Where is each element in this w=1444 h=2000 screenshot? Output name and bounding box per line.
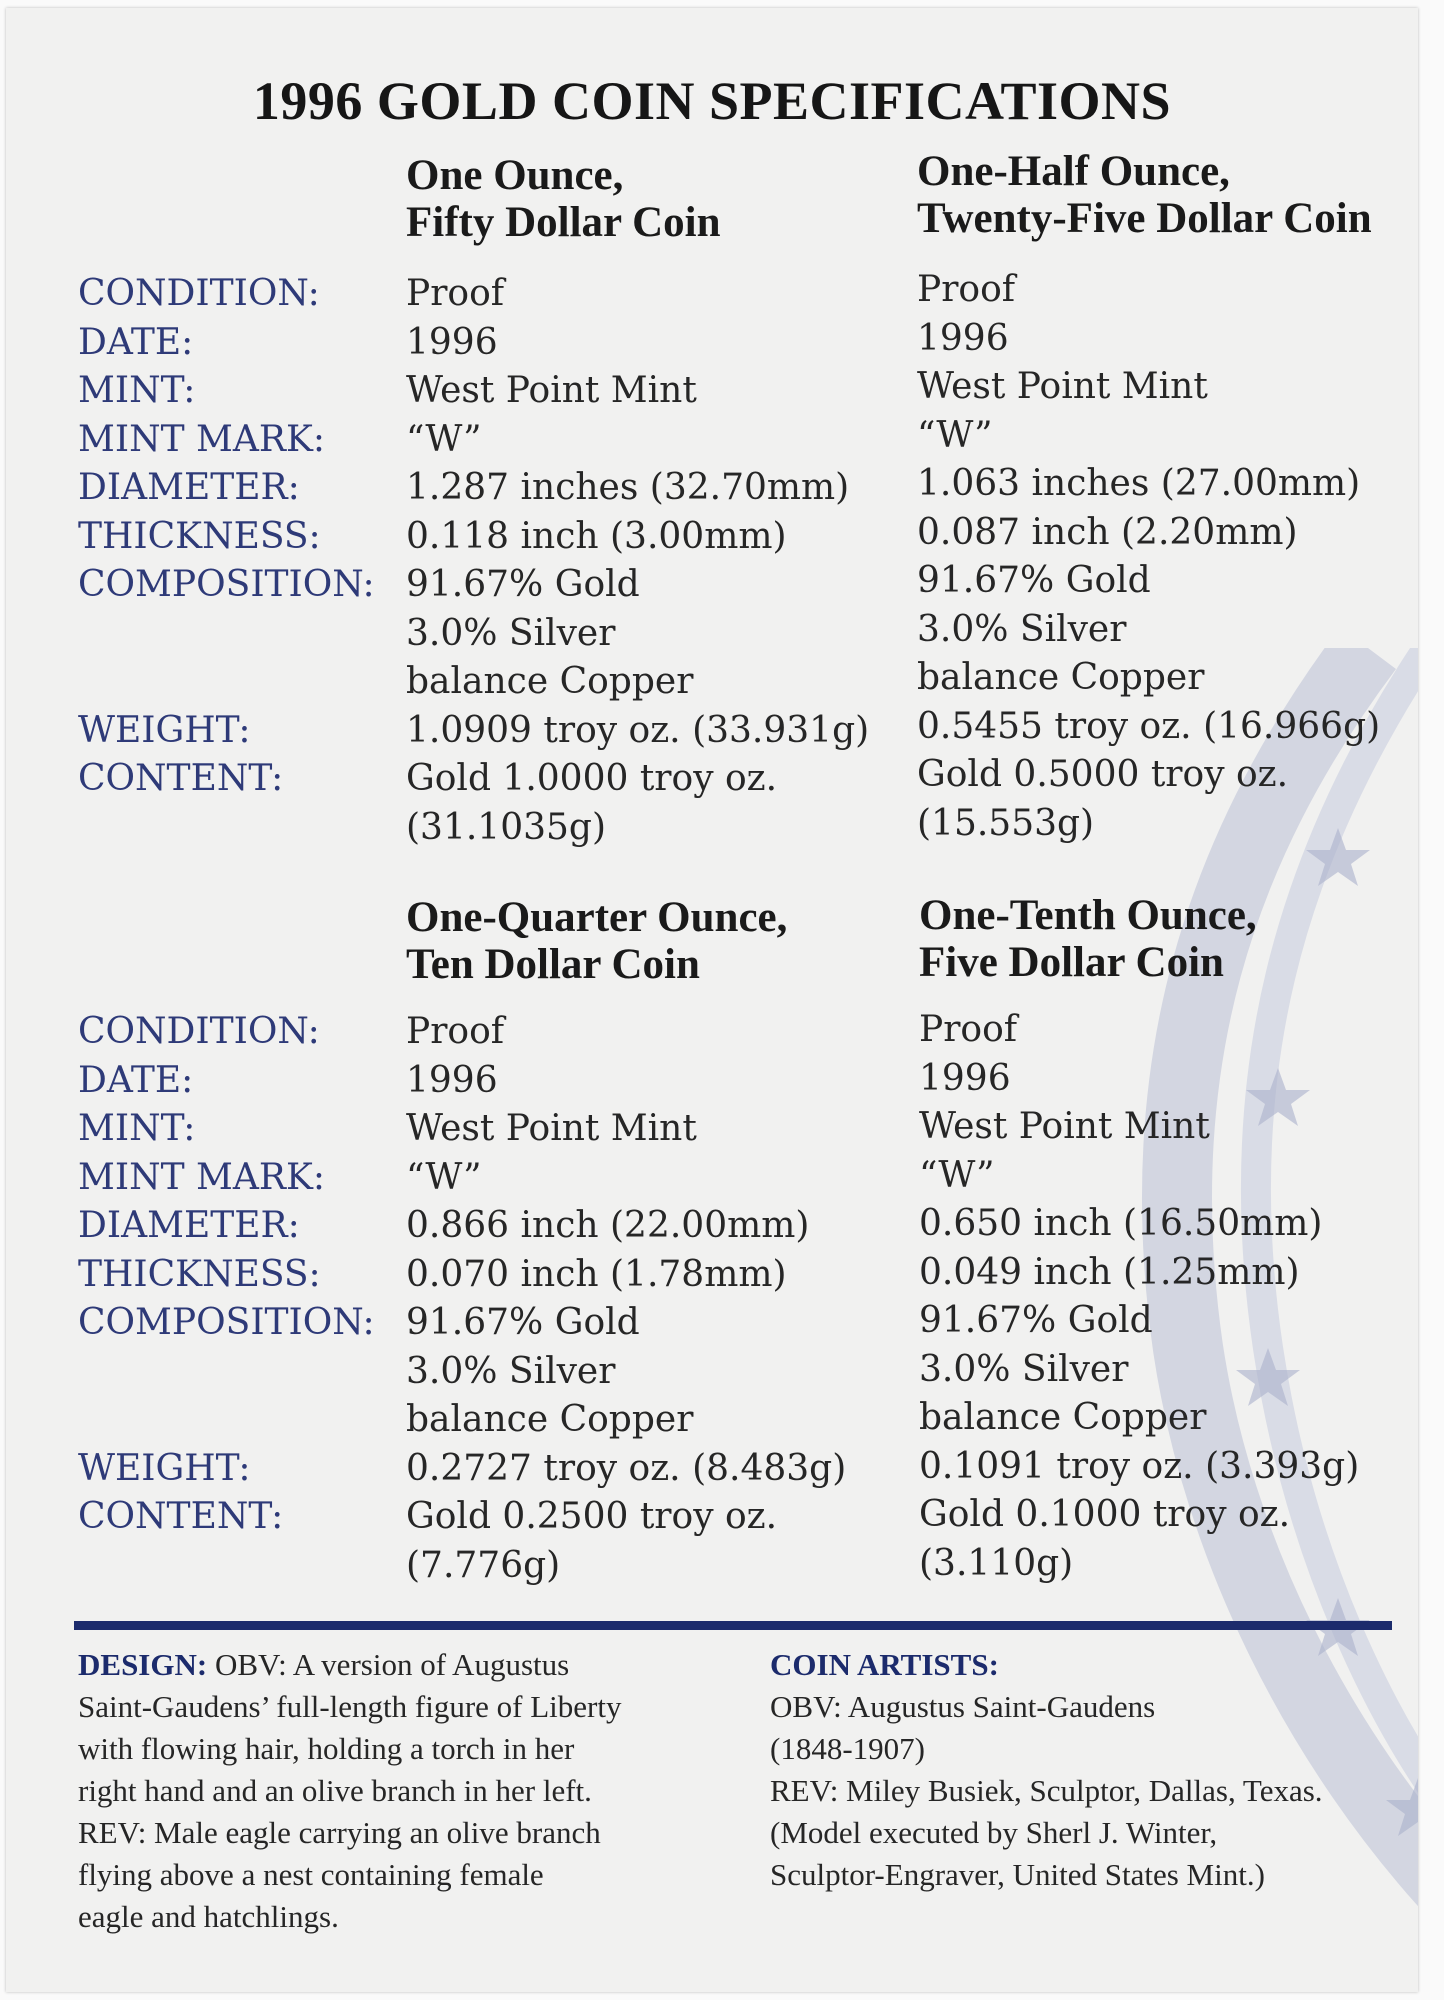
coin-heading-one-tenth-ounce: One-Tenth Ounce, Five Dollar Coin — [919, 892, 1257, 986]
coin-heading-one-half-ounce: One-Half Ounce, Twenty-Five Dollar Coin — [917, 148, 1372, 242]
page-title: 1996 GOLD COIN SPECIFICATIONS — [252, 71, 1172, 131]
design-line-4: right hand and an olive branch in her left. — [78, 1773, 592, 1808]
label-weight: WEIGHT: — [78, 1447, 251, 1489]
section-divider — [74, 1621, 1392, 1630]
label-diameter: DIAMETER: — [78, 467, 300, 508]
artists-line-5: Sculptor-Engraver, United States Mint.) — [770, 1857, 1265, 1892]
label-composition: COMPOSITION: — [78, 1302, 375, 1343]
spec-labels-top — [78, 270, 375, 804]
label-mint: MINT: — [78, 370, 196, 411]
label-thickness: THICKNESS: — [78, 1253, 321, 1295]
artists-line-3: REV: Miley Busiek, Sculptor, Dallas, Texas. — [770, 1773, 1323, 1808]
spec-values-one-tenth-ounce: Proof 1996 West Point Mint “W” 0.650 inch (16.50mm) 0.049 inch (1.25mm) 91.67% Gold 3.0% Silver balance Copper 0.1091 troy oz. (3.393g) Gold 0.1000 troy oz. (3.110g) — [919, 1009, 1360, 1584]
spec-labels-bottom — [78, 1008, 375, 1542]
coin-heading-one-quarter-ounce: One-Quarter Ounce, Ten Dollar Coin — [406, 894, 788, 988]
coin-heading-one-ounce: One Ounce, Fifty Dollar Coin — [406, 152, 721, 246]
design-line-2: Saint-Gaudens’ full-length figure of Liberty — [78, 1689, 622, 1724]
label-mint: MINT: — [78, 1108, 196, 1149]
label-date: DATE: — [78, 1059, 194, 1101]
label-composition: COMPOSITION: — [78, 564, 375, 605]
spec-sheet — [6, 8, 1418, 1992]
design-block — [78, 1644, 738, 1938]
label-content: CONTENT: — [78, 758, 284, 799]
design-heading: DESIGN: — [78, 1647, 208, 1682]
coin-artists-block — [770, 1644, 1410, 1896]
label-diameter: DIAMETER: — [78, 1205, 300, 1246]
spec-values-one-quarter-ounce: Proof 1996 West Point Mint “W” 0.866 inch (22.00mm) 0.070 inch (1.78mm) 91.67% Gold 3.0% Silver balance Copper 0.2727 troy oz. (8.483g) Gold 0.2500 troy oz. (7.776g) — [406, 1011, 847, 1586]
artists-line-1: OBV: Augustus Saint-Gaudens — [770, 1689, 1156, 1724]
label-content: CONTENT: — [78, 1496, 284, 1537]
label-weight: WEIGHT: — [78, 709, 251, 751]
label-mint-mark: MINT MARK: — [78, 418, 326, 460]
label-condition: CONDITION: — [78, 273, 320, 314]
design-line-5: REV: Male eagle carrying an olive branch — [78, 1815, 601, 1850]
label-thickness: THICKNESS: — [78, 515, 321, 557]
design-line-3: with flowing hair, holding a torch in her — [78, 1731, 575, 1766]
coin-artists-heading: COIN ARTISTS: — [770, 1647, 999, 1682]
spec-values-one-half-ounce: Proof 1996 West Point Mint “W” 1.063 inches (27.00mm) 0.087 inch (2.20mm) 91.67% Gold 3.0% Silver balance Copper 0.5455 troy oz. (16.966g) Gold 0.5000 troy oz. (15.553g) — [917, 269, 1381, 844]
label-condition: CONDITION: — [78, 1011, 320, 1052]
artists-line-4: (Model executed by Sherl J. Winter, — [770, 1815, 1218, 1850]
design-line-6: flying above a nest containing female — [78, 1857, 544, 1892]
label-mint-mark: MINT MARK: — [78, 1156, 326, 1198]
design-line-1: DESIGN: OBV: A version of Augustus — [78, 1647, 570, 1682]
design-line-7: eagle and hatchlings. — [78, 1899, 339, 1934]
spec-values-one-ounce: Proof 1996 West Point Mint “W” 1.287 inches (32.70mm) 0.118 inch (3.00mm) 91.67% Gold 3.0% Silver balance Copper 1.0909 troy oz. (33.931g) Gold 1.0000 troy oz. (31.1035g) — [406, 273, 870, 848]
artists-line-2: (1848-1907) — [770, 1731, 925, 1766]
label-date: DATE: — [78, 321, 194, 363]
